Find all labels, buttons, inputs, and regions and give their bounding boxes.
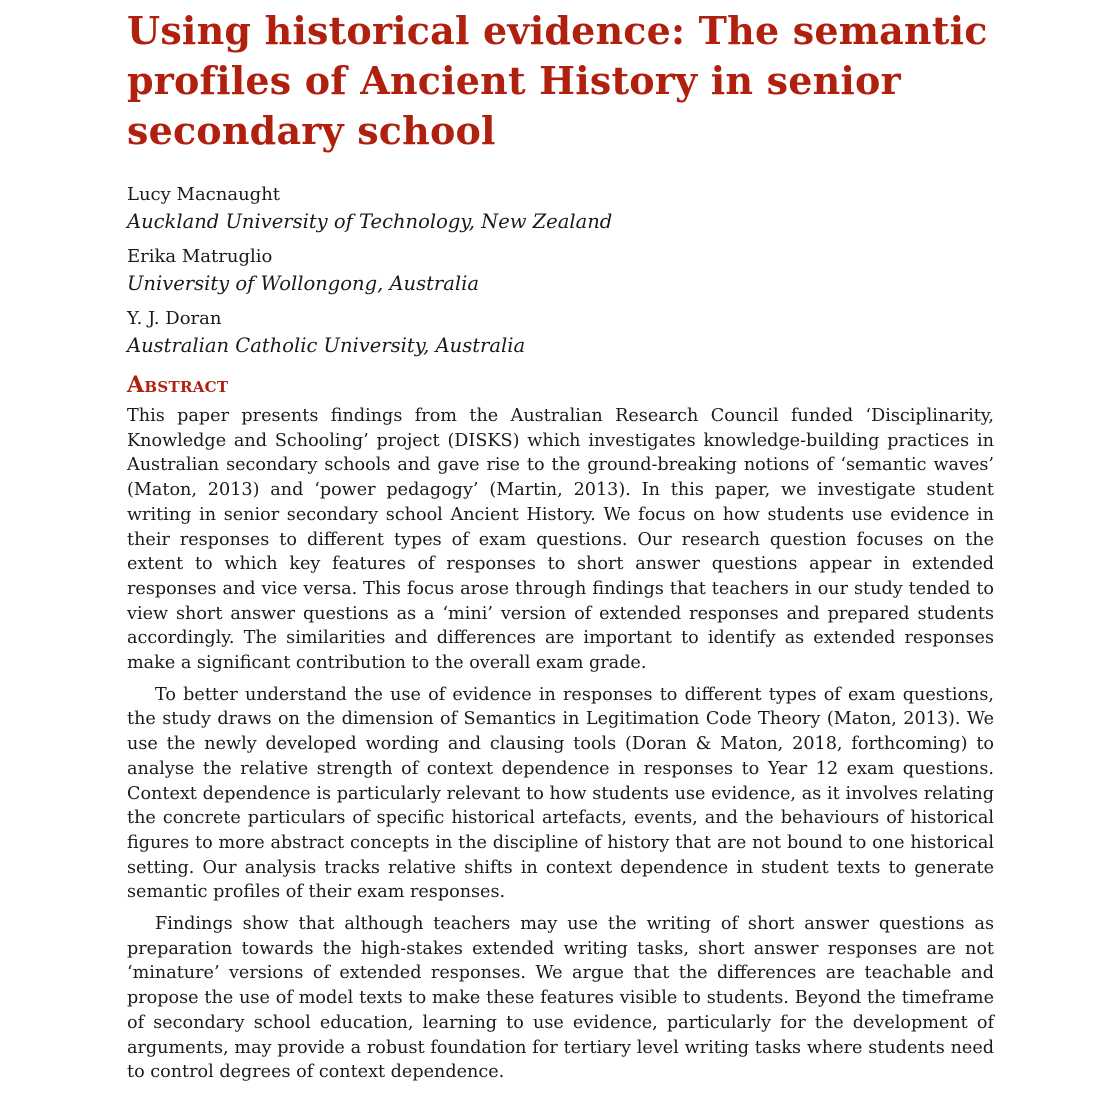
abstract-paragraph: This paper presents findings from the Australian Research Council funded ‘Disciplinarity, Knowledge and Schooling’ project (DISKS) which investigates knowledge-building practices in Australian secondary schools and gave rise to the ground-breaking notions of ‘semantic waves’ (Maton, 2013) and ‘power pedagogy’ (Martin, 2013). In this paper, we investigate student writing in senior secondary school Ancient History. We focus on how students use evidence in their responses to different types of exam questions. Our research question focuses on the extent to which key features of responses to short answer questions appear in extended responses and vice versa. This focus arose through findings that teachers in our study tended to view short answer questions as a ‘mini’ version of extended responses and prepared students accordingly. The similarities and differences are important to identify as extended responses make a significant contribution to the overall exam grade. (127, 406, 994, 674)
author-list (127, 182, 994, 359)
author-affiliation: University of Wollongong, Australia (127, 272, 479, 295)
author-entry (127, 244, 994, 297)
author-name: Y. J. Doran (127, 308, 222, 329)
author-name: Erika Matruglio (127, 246, 273, 267)
author-entry (127, 182, 994, 235)
paper-title: Using historical evidence: The semantic profiles of Ancient History in senior secondary school (127, 8, 988, 153)
abstract-body (127, 404, 994, 1085)
abstract-heading: Abstract (127, 372, 229, 398)
abstract-paragraph: To better understand the use of evidence in responses to different types of exam questions, the study draws on the dimension of Semantics in Legitimation Code Theory (Maton, 2013). We use the newly developed wording and clausing tools (Doran & Maton, 2018, forthcoming) to analyse the relative strength of context dependence in responses to Year 12 exam questions. Context dependence is particularly relevant to how students use evidence, as it involves relating the concrete particulars of specific historical artefacts, events, and the behaviours of historical figures to more abstract concepts in the discipline of history that are not bound to one historical setting. Our analysis tracks relative shifts in context dependence in student texts to generate semantic profiles of their exam responses. (127, 684, 994, 903)
author-affiliation: Auckland University of Technology, New Zealand (127, 210, 613, 233)
author-affiliation: Australian Catholic University, Australia (127, 334, 526, 357)
paper-page (127, 6, 994, 1085)
author-entry (127, 306, 994, 359)
author-name: Lucy Macnaught (127, 184, 281, 205)
abstract-paragraph: Findings show that although teachers may use the writing of short answer questions as preparation towards the high-stakes extended writing tasks, short answer responses are not ‘minature’ versions of extended responses. We argue that the differences are teachable and propose the use of model texts to make these features visible to students. Beyond the timeframe of secondary school education, learning to use evidence, particularly for the development of arguments, may provide a robust foundation for tertiary level writing tasks where students need to control degrees of context dependence. (127, 914, 994, 1083)
